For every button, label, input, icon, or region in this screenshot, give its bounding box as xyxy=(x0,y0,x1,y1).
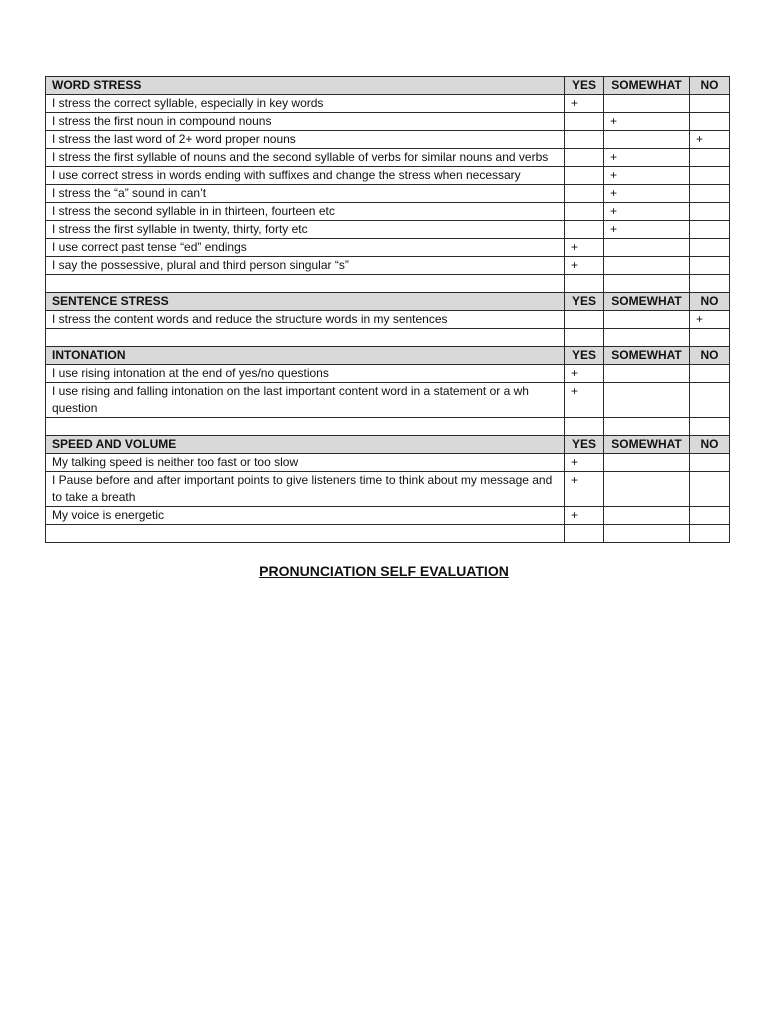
yes-mark xyxy=(565,113,604,131)
section-header-row xyxy=(46,77,730,95)
table-row xyxy=(46,383,730,418)
criterion-text: My talking speed is neither too fast or too slow xyxy=(46,454,565,472)
table-row xyxy=(46,203,730,221)
table-row xyxy=(46,221,730,239)
criterion-text: I use correct stress in words ending with suffixes and change the stress when necessary xyxy=(46,167,565,185)
blank-cell xyxy=(690,525,730,543)
somewhat-mark: + xyxy=(604,149,690,167)
criterion-text: I stress the content words and reduce the structure words in my sentences xyxy=(46,311,565,329)
yes-mark: + xyxy=(565,95,604,113)
section-header-row xyxy=(46,347,730,365)
no-mark xyxy=(690,472,730,507)
blank-cell xyxy=(604,418,690,436)
somewhat-mark xyxy=(604,131,690,149)
table-row xyxy=(46,365,730,383)
yes-mark xyxy=(565,185,604,203)
somewhat-mark xyxy=(604,365,690,383)
section-heading: SPEED AND VOLUME xyxy=(46,436,565,454)
table-body xyxy=(46,77,730,543)
section-header-row xyxy=(46,293,730,311)
table-row xyxy=(46,239,730,257)
somewhat-mark: + xyxy=(604,203,690,221)
no-column-header: NO xyxy=(690,293,730,311)
yes-mark xyxy=(565,149,604,167)
yes-column-header: YES xyxy=(565,436,604,454)
yes-mark xyxy=(565,203,604,221)
section-heading: WORD STRESS xyxy=(46,77,565,95)
somewhat-mark xyxy=(604,311,690,329)
criterion-text: I use rising intonation at the end of yes/no questions xyxy=(46,365,565,383)
blank-row xyxy=(46,275,730,293)
somewhat-mark: + xyxy=(604,185,690,203)
table-row xyxy=(46,131,730,149)
blank-cell xyxy=(604,525,690,543)
somewhat-mark xyxy=(604,239,690,257)
no-column-header: NO xyxy=(690,436,730,454)
no-mark xyxy=(690,113,730,131)
somewhat-column-header: SOMEWHAT xyxy=(604,436,690,454)
no-mark xyxy=(690,167,730,185)
table-row xyxy=(46,185,730,203)
somewhat-mark xyxy=(604,472,690,507)
yes-column-header: YES xyxy=(565,77,604,95)
no-mark xyxy=(690,95,730,113)
section-header-row xyxy=(46,436,730,454)
yes-mark: + xyxy=(565,454,604,472)
blank-cell xyxy=(46,525,565,543)
no-mark xyxy=(690,257,730,275)
table-row xyxy=(46,167,730,185)
yes-mark xyxy=(565,131,604,149)
yes-mark xyxy=(565,167,604,185)
blank-cell xyxy=(565,418,604,436)
blank-row xyxy=(46,418,730,436)
no-column-header: NO xyxy=(690,77,730,95)
table-row xyxy=(46,149,730,167)
no-mark xyxy=(690,365,730,383)
blank-cell xyxy=(46,275,565,293)
no-mark: + xyxy=(690,131,730,149)
table-row xyxy=(46,472,730,507)
table-row xyxy=(46,113,730,131)
blank-cell xyxy=(565,525,604,543)
yes-mark: + xyxy=(565,383,604,418)
self-evaluation-table xyxy=(45,76,730,543)
somewhat-column-header: SOMEWHAT xyxy=(604,77,690,95)
blank-cell xyxy=(690,275,730,293)
no-mark xyxy=(690,203,730,221)
somewhat-mark xyxy=(604,383,690,418)
criterion-text: I use rising and falling intonation on the last important content word in a statement or a wh question xyxy=(46,383,565,418)
criterion-text: I use correct past tense “ed” endings xyxy=(46,239,565,257)
yes-mark xyxy=(565,311,604,329)
somewhat-mark: + xyxy=(604,221,690,239)
no-mark xyxy=(690,507,730,525)
criterion-text: I stress the first syllable of nouns and the second syllable of verbs for similar nouns and verbs xyxy=(46,149,565,167)
no-mark xyxy=(690,221,730,239)
somewhat-column-header: SOMEWHAT xyxy=(604,293,690,311)
blank-cell xyxy=(604,329,690,347)
section-heading: INTONATION xyxy=(46,347,565,365)
no-mark: + xyxy=(690,311,730,329)
yes-mark: + xyxy=(565,507,604,525)
somewhat-mark xyxy=(604,454,690,472)
criterion-text: I stress the first syllable in twenty, thirty, forty etc xyxy=(46,221,565,239)
blank-row xyxy=(46,329,730,347)
somewhat-mark xyxy=(604,507,690,525)
blank-cell xyxy=(565,329,604,347)
no-column-header: NO xyxy=(690,347,730,365)
blank-cell xyxy=(604,275,690,293)
table-row xyxy=(46,507,730,525)
blank-cell xyxy=(46,329,565,347)
somewhat-mark: + xyxy=(604,167,690,185)
somewhat-mark: + xyxy=(604,113,690,131)
criterion-text: I stress the correct syllable, especially in key words xyxy=(46,95,565,113)
table-row xyxy=(46,311,730,329)
table-row xyxy=(46,257,730,275)
somewhat-column-header: SOMEWHAT xyxy=(604,347,690,365)
yes-column-header: YES xyxy=(565,293,604,311)
blank-cell xyxy=(690,329,730,347)
no-mark xyxy=(690,149,730,167)
yes-column-header: YES xyxy=(565,347,604,365)
no-mark xyxy=(690,383,730,418)
no-mark xyxy=(690,185,730,203)
criterion-text: I stress the “a” sound in can’t xyxy=(46,185,565,203)
criterion-text: My voice is energetic xyxy=(46,507,565,525)
blank-cell xyxy=(565,275,604,293)
table-row xyxy=(46,95,730,113)
yes-mark: + xyxy=(565,365,604,383)
no-mark xyxy=(690,239,730,257)
yes-mark: + xyxy=(565,257,604,275)
yes-mark: + xyxy=(565,239,604,257)
criterion-text: I stress the second syllable in in thirteen, fourteen etc xyxy=(46,203,565,221)
criterion-text: I say the possessive, plural and third person singular “s” xyxy=(46,257,565,275)
somewhat-mark xyxy=(604,257,690,275)
criterion-text: I stress the first noun in compound nouns xyxy=(46,113,565,131)
blank-cell xyxy=(690,418,730,436)
section-heading: SENTENCE STRESS xyxy=(46,293,565,311)
blank-row xyxy=(46,525,730,543)
somewhat-mark xyxy=(604,95,690,113)
no-mark xyxy=(690,454,730,472)
page-title: PRONUNCIATION SELF EVALUATION xyxy=(259,563,509,579)
criterion-text: I Pause before and after important points to give listeners time to think about my message and to take a breath xyxy=(46,472,565,507)
table-row xyxy=(46,454,730,472)
blank-cell xyxy=(46,418,565,436)
yes-mark: + xyxy=(565,472,604,507)
yes-mark xyxy=(565,221,604,239)
criterion-text: I stress the last word of 2+ word proper nouns xyxy=(46,131,565,149)
